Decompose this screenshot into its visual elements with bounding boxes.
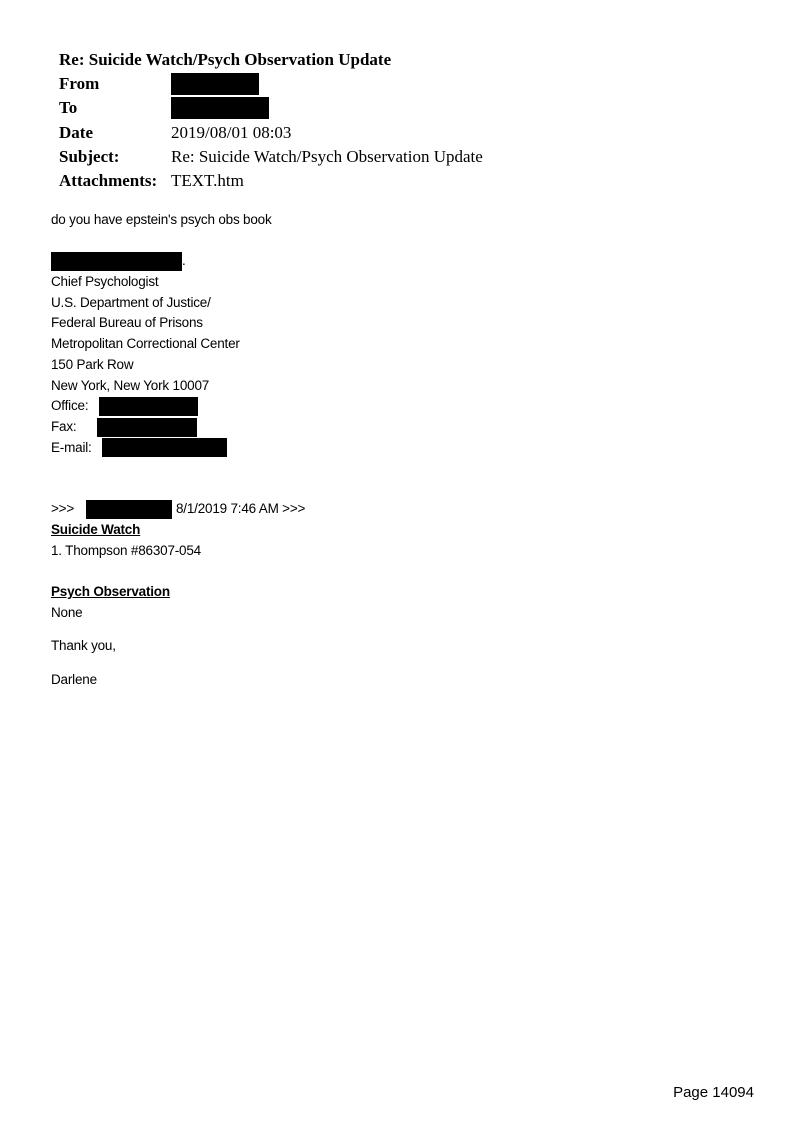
email-body — [51, 210, 305, 691]
signature-name-redaction — [51, 252, 182, 271]
suicide-watch-heading: Suicide Watch — [51, 521, 141, 537]
closing-line: Thank you, — [51, 638, 116, 654]
date-row — [59, 121, 483, 145]
to-redaction — [171, 97, 269, 119]
signature-fax-row — [51, 417, 305, 438]
signature-office-row — [51, 396, 305, 417]
sender-first-name: Darlene — [51, 672, 97, 688]
subject-row — [59, 145, 483, 169]
to-label: To — [59, 98, 78, 118]
signature-city: New York, New York 10007 — [51, 377, 210, 393]
to-row — [59, 96, 483, 120]
attachments-label: Attachments: — [59, 170, 158, 190]
quoted-timestamp: 8/1/2019 7:46 AM >>> — [176, 501, 306, 517]
suicide-watch-item: 1. Thompson #86307-054 — [51, 542, 201, 558]
email-label: E-mail: — [51, 439, 92, 455]
signature-title: Chief Psychologist — [51, 274, 159, 290]
quote-prefix: >>> — [51, 501, 75, 517]
signature-trailing-dot: . — [182, 253, 186, 269]
attachments-value: TEXT.htm — [171, 170, 244, 190]
from-redaction — [171, 73, 259, 95]
from-label: From — [59, 74, 100, 94]
attachments-row — [59, 169, 483, 193]
quoted-header-row — [51, 499, 305, 520]
fax-label: Fax: — [51, 418, 77, 434]
email-header — [59, 48, 483, 193]
signature-email-row — [51, 438, 305, 459]
subject-value: Re: Suicide Watch/Psych Observation Update — [171, 146, 483, 166]
signature-org-doj: U.S. Department of Justice/ — [51, 294, 211, 310]
date-label: Date — [59, 122, 93, 142]
page-number: Page 14094 — [673, 1084, 754, 1101]
body-question: do you have epstein's psych obs book — [51, 212, 272, 227]
psych-observation-value: None — [51, 604, 83, 620]
date-value: 2019/08/01 08:03 — [171, 122, 292, 142]
signature-org-bop: Federal Bureau of Prisons — [51, 315, 203, 331]
signature-facility: Metropolitan Correctional Center — [51, 336, 240, 352]
from-row — [59, 72, 483, 96]
quoted-sender-redaction — [86, 500, 172, 519]
psych-observation-heading: Psych Observation — [51, 584, 170, 599]
office-label: Office: — [51, 398, 89, 414]
subject-label: Subject: — [59, 146, 120, 166]
email-redaction — [102, 438, 227, 457]
fax-redaction — [97, 418, 197, 437]
signature-street: 150 Park Row — [51, 356, 134, 372]
email-title: Re: Suicide Watch/Psych Observation Update — [59, 50, 392, 69]
signature-name-row — [51, 251, 305, 272]
office-redaction — [99, 397, 198, 416]
